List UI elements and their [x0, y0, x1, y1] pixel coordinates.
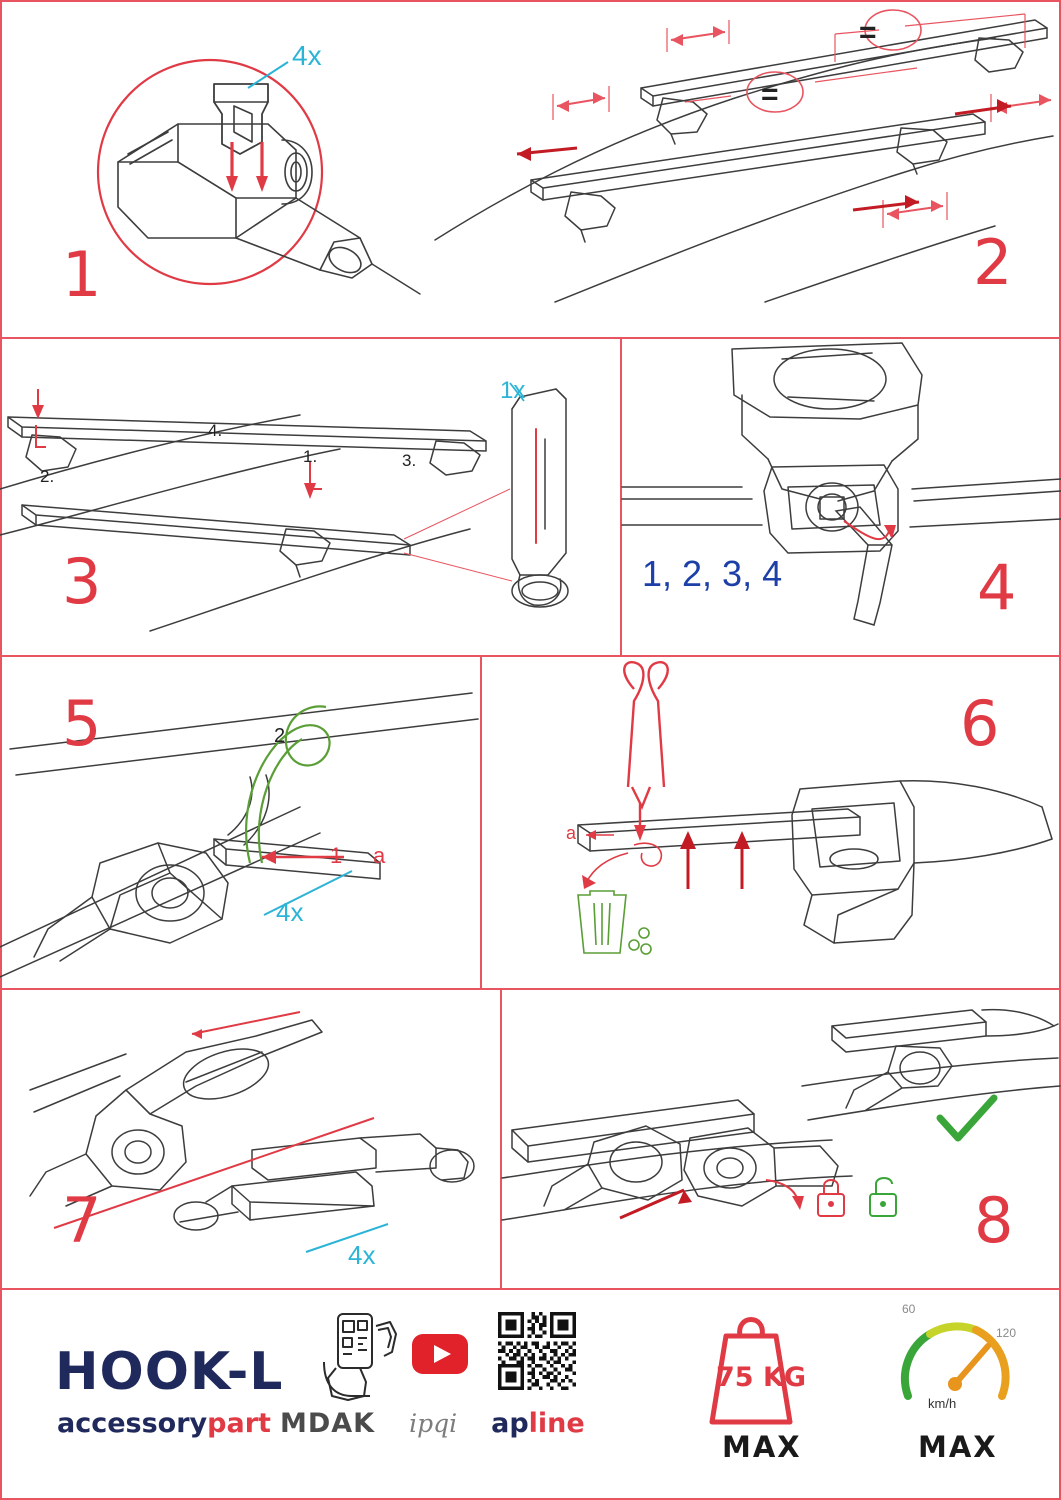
- step-6-callout-a: a: [566, 823, 577, 843]
- step-2-equal-lower: =: [761, 78, 779, 111]
- step-6-number: 6: [960, 687, 1001, 760]
- partner-logos: [280, 1408, 585, 1439]
- step-1-quantity-label: 4x: [292, 40, 322, 71]
- max-load-value: 75 KG: [716, 1362, 807, 1393]
- step-3-order-3: 3.: [402, 451, 417, 470]
- step-7-quantity-label: 4x: [348, 1240, 376, 1270]
- brand-name: [57, 1408, 271, 1439]
- max-speed-label: MAX: [918, 1430, 998, 1464]
- youtube-play-icon[interactable]: [412, 1334, 468, 1374]
- step-5-callout-1: 1: [330, 843, 343, 868]
- panel-step-3: [0, 339, 620, 655]
- speed-unit: km/h: [928, 1396, 957, 1411]
- step-3-order-4: 4.: [208, 421, 223, 440]
- brand-accent: part: [207, 1408, 271, 1439]
- apline-logo: [491, 1408, 585, 1439]
- step-2-illustration: [435, 2, 1061, 337]
- ipqi-logo: ipqi: [409, 1409, 458, 1438]
- panel-step-5: [0, 657, 480, 988]
- step-5-callout-2: 2: [274, 725, 286, 747]
- speed-tick-60: 60: [902, 1302, 916, 1316]
- step-7-number: 7: [62, 1184, 103, 1257]
- step-3-order-1: 1.: [303, 447, 318, 466]
- panel-step-8: [502, 990, 1061, 1288]
- step-2-equal-upper: =: [859, 16, 877, 49]
- max-load-label: MAX: [722, 1430, 802, 1464]
- step-3-quantity-label: 1x: [500, 377, 526, 404]
- step-8-number: 8: [974, 1184, 1015, 1257]
- panel-step-2: [435, 2, 1061, 337]
- qr-code: [498, 1312, 576, 1390]
- step-2-number: 2: [973, 226, 1014, 299]
- step-3-order-2: 2.: [40, 467, 55, 486]
- step-5-callout-a: a: [373, 843, 386, 868]
- apline-logo-first: ap: [491, 1408, 529, 1439]
- panel-step-1: [0, 2, 450, 337]
- step-5-number: 5: [62, 687, 103, 760]
- mdak-logo: MDAK: [280, 1408, 376, 1439]
- product-name: HOOK-L: [55, 1342, 284, 1402]
- panel-step-4: [622, 339, 1061, 655]
- footer: [0, 1290, 1061, 1500]
- speed-tick-120: 120: [996, 1326, 1017, 1340]
- step-4-number: 4: [977, 551, 1018, 624]
- apline-logo-accent: line: [528, 1408, 585, 1439]
- panel-step-6: [482, 657, 1061, 988]
- panel-step-7: [0, 990, 500, 1288]
- step-4-tighten-sequence: 1, 2, 3, 4: [642, 553, 783, 594]
- brand-primary: accessory: [57, 1408, 208, 1439]
- step-3-number: 3: [62, 545, 103, 618]
- step-1-number: 1: [62, 238, 103, 311]
- step-5-quantity-label: 4x: [276, 897, 304, 927]
- phone-qr-scan-icon: [318, 1312, 400, 1402]
